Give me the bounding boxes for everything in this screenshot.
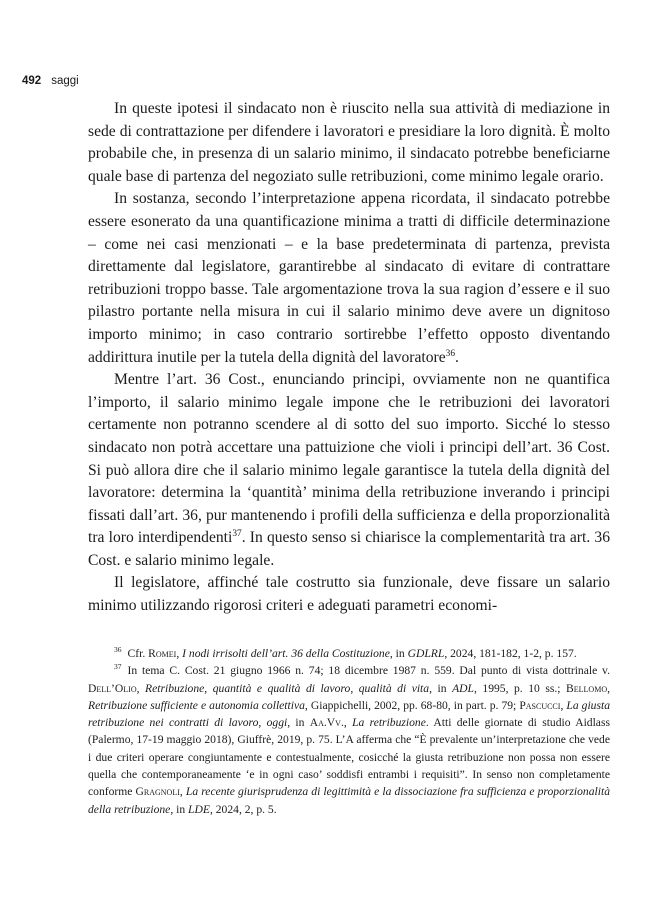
footnote-text: , xyxy=(179,785,186,799)
footnote-title: Retribuzione, quantità e qualità di lavoro, qualità di vita xyxy=(145,681,430,695)
footnote-ref[interactable]: 37 xyxy=(232,529,242,540)
footnote-37 xyxy=(88,662,610,818)
footnote-text: , 2024, 181-182, 1-2, p. 157. xyxy=(444,647,577,660)
paragraph xyxy=(88,369,610,572)
footnote-number: 36 xyxy=(114,645,122,655)
footnote-author: Dell’Olio xyxy=(88,681,137,695)
footnote-title: La recente giurisprudenza di legittimità e la dissociazione fra sufficienza e proporzionalità della retribuzione xyxy=(88,785,610,816)
footnote-number: 37 xyxy=(114,662,122,672)
footnote-text: , xyxy=(343,716,353,730)
footnote-title: La giusta retribuzione nei contratti di lavoro, oggi xyxy=(88,698,610,730)
footnote-text: , in xyxy=(287,716,310,730)
footnote-text: , xyxy=(136,681,146,695)
footnote-ref[interactable]: 36 xyxy=(445,348,456,359)
paragraph-text: . xyxy=(455,348,459,366)
footnote-author: Bellomo xyxy=(566,681,608,695)
footnote-text: , 1995, p. 10 ss.; xyxy=(473,681,567,695)
footnotes xyxy=(88,645,610,818)
footnote-text: In tema C. Cost. 21 giugno 1966 n. 74; 18 dicembre 1987 n. 559. Dal punto di vista dottrinale v. xyxy=(127,664,610,678)
footnote-author: Gragnoli xyxy=(135,785,180,799)
paragraph-text: In sostanza, secondo l’interpretazione appena ricordata, il sindacato potrebbe essere esonerato da una quantificazione minima a tratti di difficile determinazione – come nei casi menzionati – e la base predeterminata di partenza, prevista direttamente dal legislatore, garantirebbe al sindacato di evitare di contrattare retribuzioni troppo basse. Tale argomentazione trova la sua ragion d’essere e il suo pilastro portante nella misura in cui il salario minimo deve avere un dignitoso importo minimo; in caso contrario sortirebbe l’effetto opposto diventando addirittura inutile per la tutela della dignità del lavoratore xyxy=(88,190,610,366)
paragraph-text: Mentre l’art. 36 Cost., enunciando principi, ovviamente non ne quantifica l’importo, il salario minimo legale impone che le retribuzioni dei lavoratori certamente non potranno scendere al di sotto del suo importo. Sicché lo stesso sindacato non potrà accettare una pattuizione che violi i principi dell’art. 36 Cost. Si può allora dire che il salario minimo legale garantisce la tutela della dignità del lavoratore: determina la ‘quantità’ minima della retribuzione inverando i principi fissati dall’art. 36, pur mantenendo i profili della sufficienza e della proporzionalità tra loro interdipendenti xyxy=(88,371,610,547)
main-text xyxy=(88,98,610,618)
footnote-text: . Atti delle giornate di studio Aidlass (Palermo, 17-19 maggio 2018), Giuffrè, 2019, p. 75. L’A afferma che “È prevalente un’interpretazione che vede i due criteri operare congiuntamente e contestualmente, cosicché la giusta retribuzione non possa non essere quella che contemporaneamente ‘e in ogni caso’ soddisfi entrambi i requisiti”. In senso non completamente conforme xyxy=(88,716,610,799)
footnote-title: I nodi irrisolti dell’art. 36 della Costituzione xyxy=(182,647,390,660)
footnote-36: $^{36}$ Cfr. Romei, I nodi irrisolti dell’art. 36 della Costituzione, in GDLRL, 2024, 181-182, 1-2, p. 157. xyxy=(114,645,577,660)
footnote-text: , Giappichelli, 2002, pp. 68-80, in part. p. 79; xyxy=(304,698,520,712)
footnote-text: , in xyxy=(429,681,453,695)
footnote-text: , xyxy=(560,698,567,712)
section-title: saggi xyxy=(51,75,79,87)
footnote-journal: LDE xyxy=(188,802,210,816)
running-head xyxy=(22,73,79,89)
footnote-journal: GDLRL xyxy=(407,647,445,660)
paragraph: Il legislatore, affinché tale costrutto sia funzionale, deve fissare un salario minimo utilizzando rigorosi criteri e adeguati parametri economi- xyxy=(88,574,610,615)
footnote-journal: ADL xyxy=(452,681,474,695)
footnote-text: , in xyxy=(170,802,189,816)
footnote-text: , 2024, 2, p. 5. xyxy=(209,802,277,816)
paragraph-text: . In questo senso si chiarisce la complementarità tra art. 36 Cost. e salario minimo legale. xyxy=(88,529,611,569)
page-number: 492 xyxy=(22,75,42,87)
paragraph: In queste ipotesi il sindacato non è riuscito nella sua attività di mediazione in sede di contrattazione per difendere i lavoratori e presidiare la loro dignità. È molto probabile che, in presenza di un salario minimo, il sindacato potrebbe beneficiarne quale base di partenza del negoziato sulle retribuzioni, come minimo legale orario. xyxy=(88,100,610,185)
paragraph xyxy=(88,188,610,369)
footnote-title: Retribuzione sufficiente e autonomia collettiva xyxy=(88,698,305,712)
footnote-title: La retribuzione xyxy=(352,716,426,730)
footnote-text: , xyxy=(607,681,610,695)
footnote-author: Romei xyxy=(148,647,177,660)
footnote-author: Pascucci xyxy=(519,698,561,712)
footnote-text: Cfr. xyxy=(127,647,149,660)
footnote-author: Aa.Vv. xyxy=(309,716,344,730)
footnote-text: , in xyxy=(389,647,408,660)
